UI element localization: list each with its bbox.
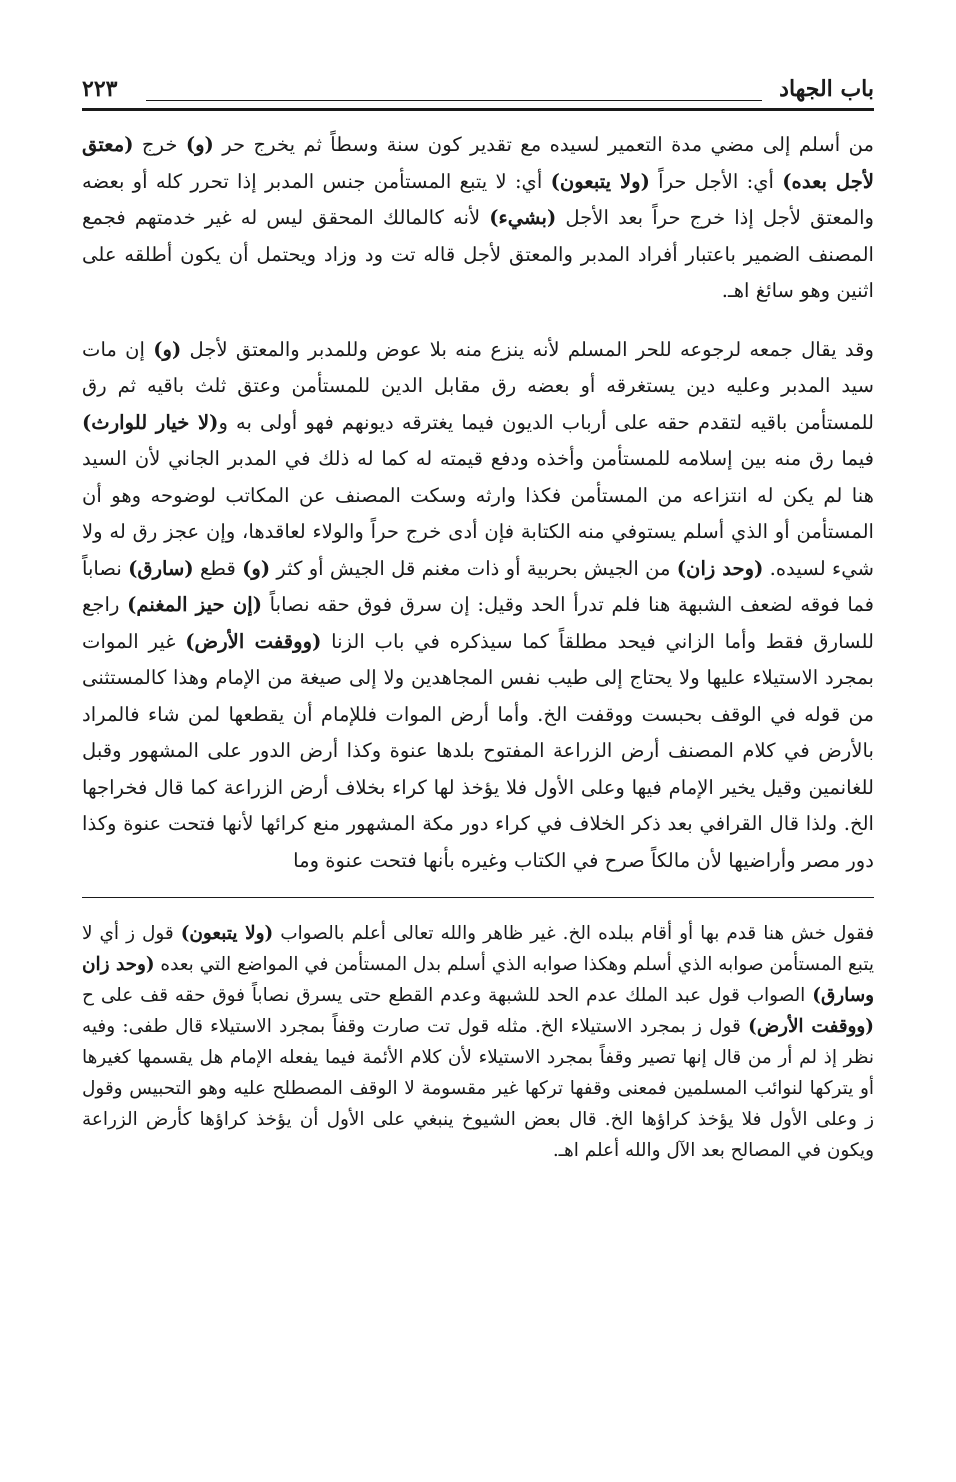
paragraph-1 xyxy=(82,127,874,310)
text-run: من الجيش بحربية أو ذات مغنم قل الجيش أو كثر xyxy=(270,556,677,580)
text-run: وقد يقال جمعه لرجوعه للحر المسلم لأنه ينزع منه بلا عوض وللمدبر والمعتق لأجل xyxy=(181,337,874,361)
text-run: فقول خش هنا قدم بها أو أقام ببلده الخ. غير ظاهر والله تعالى أعلم بالصواب xyxy=(273,923,874,944)
text-run: أي: لا يتبع المستأمن جنس المدبر إذا تحرر كله أو بعضه والمعتق لأجل إذا خرج حراً بعد الأجل xyxy=(82,169,874,229)
text-run: خرج xyxy=(133,133,186,156)
footnote-paragraph xyxy=(82,918,874,1166)
bold-quote: (و) xyxy=(185,133,214,156)
text-run: راجع للسارق فقط وأما الزاني فيحد مطلقاً كما سيذكره في باب الزنا xyxy=(82,593,874,653)
bold-quote: (وحد زان) xyxy=(676,556,764,580)
footnotes xyxy=(82,918,874,1166)
bold-quote: (و) xyxy=(242,556,271,580)
bold-quote: (معتق لأجل بعده) xyxy=(82,133,874,193)
bold-quote: (ووقفت الأرض) xyxy=(185,629,322,653)
bold-quote: (إن حيز المغنم) xyxy=(127,593,263,616)
chapter-title: باب الجهاد xyxy=(779,76,874,102)
text-run: لأنه كالمالك المحقق ليس له غير خدمتهم فجمع المصنف الضمير باعتبار أفراد المدبر والمعتق لأجل قاله تت ود وزاد ويحتمل أن يكون أطلقه على اثنين وهو سائغ اهـ. xyxy=(82,206,874,302)
page-number: ٢٢٣ xyxy=(82,76,118,102)
text-run: أي: الأجل حراً xyxy=(649,169,783,193)
text-run: إن مات سيد المدبر وعليه دين يستغرقه أو بعضه رق مقابل الدين للمستأمن وعتق ثلث باقيه ثم رق للمستأمن باقيه لتقدم حقه على أرباب الديون فيما يغترقه ديونهم فهو أولى به و xyxy=(82,337,874,434)
text-run: قول ز بمجرد الاستيلاء الخ. مثله قول تت صارت وقفاً بمجرد الاستيلاء قال طفى: وفيه نظر إذ لم أر من قال إنها تصير وقفاً بمجرد الاستيلاء لأن كلام الأئمة فيما يفعله الإمام هل يقسمها كغيرها أو يتركها لنوائب المسلمين فمعنى وقفها تركها غير مقسومة لا الوقف المصطلح عليه وهو التحبيس وقول ز وعلى الأول فلا يؤخذ كراؤها الخ. قال بعض الشيوخ ينبغي على الأول أن يؤخذ كراؤها كأرض الزراعة ويكون في المصالح بعد الآل والله أعلم اهـ. xyxy=(82,1016,874,1161)
book-page xyxy=(82,72,874,1166)
text-run: غير الموات بمجرد الاستيلاء عليها ولا يحتاج إلى طيب نفس المجاهدين ولا إلى صيغة من الإمام وهذا كالمستثنى من قوله في الوقف بحبست ووقفت الخ. وأما أرض الموات فللإمام أن يقطعها لمن شاء فالمراد بالأرض في كلام المصنف أرض الزراعة المفتوح بلدها عنوة وكذا أرض الدور على المشهور وقبل للغانمين وقيل يخير الإمام فيها وعلى الأول فلا يؤخذ لها كراء بخلاف أرض الزراعة كما قال فخراجها الخ. ولذا قال القرافي بعد ذكر الخلاف في كراء دور مكة المشهور منع كرائها لأنها فتحت عنوة وكذا دور مصر وأراضيها لأن مالكاً صرح في الكتاب وغيره بأنها فتحت عنوة وما xyxy=(82,629,874,872)
text-run: نصاباً فما فوقه لضعف الشبهة هنا فلم تدرأ الحد وقيل: إن سرق فوق حقه نصاباً xyxy=(82,556,875,616)
page-header xyxy=(82,72,874,111)
bold-quote: (وحد زان وسارق) xyxy=(82,954,874,1006)
text-run: من أسلم إلى مضي مدة التعمير لسيده مع تقدير كون سنة وسطاً ثم يخرج حر xyxy=(213,133,874,156)
bold-quote: (ووقفت الأرض) xyxy=(748,1016,874,1037)
bold-quote: (لا خيار للوارث) xyxy=(82,410,219,434)
bold-quote: (سارق) xyxy=(128,556,194,580)
footnote-divider xyxy=(82,897,874,898)
text-run: فيما رق منه بين إسلامه للمستأمن وأخذه ودفع قيمته له كما له ذلك في المدبر الجاني لأن السيد هنا لم يكن له انتزاعه من المستأمن فكذا وارثه وسكت المصنف عن المكاتب لوضوحه وهو أن المستأمن أو الذي أسلم يستوفي منه الكتابة فإن أدى خرج حراً والولاء لعاقدها، وإن عجز رق له ولا شيء لسيده. xyxy=(82,447,874,580)
bold-quote: (ولا يتبعون) xyxy=(550,169,650,193)
text-run: قطع xyxy=(193,556,243,580)
header-rule xyxy=(146,100,762,101)
bold-quote: (بشيء) xyxy=(489,206,557,229)
bold-quote: (ولا يتبعون) xyxy=(180,923,274,944)
text-run: الصواب قول عبد الملك عدم الحد للشبهة وعدم القطع حتى يسرق نصاباً فوق حقه قف على ح xyxy=(82,985,813,1006)
main-text xyxy=(82,127,874,879)
paragraph-2 xyxy=(82,332,874,880)
bold-quote: (و) xyxy=(153,337,182,361)
text-run: قول ز أي لا يتبع المستأمن صوابه الذي أسلم وهكذا صوابه الذي أسلم بدل المستأمن في المواضع التي بعده xyxy=(82,923,874,975)
